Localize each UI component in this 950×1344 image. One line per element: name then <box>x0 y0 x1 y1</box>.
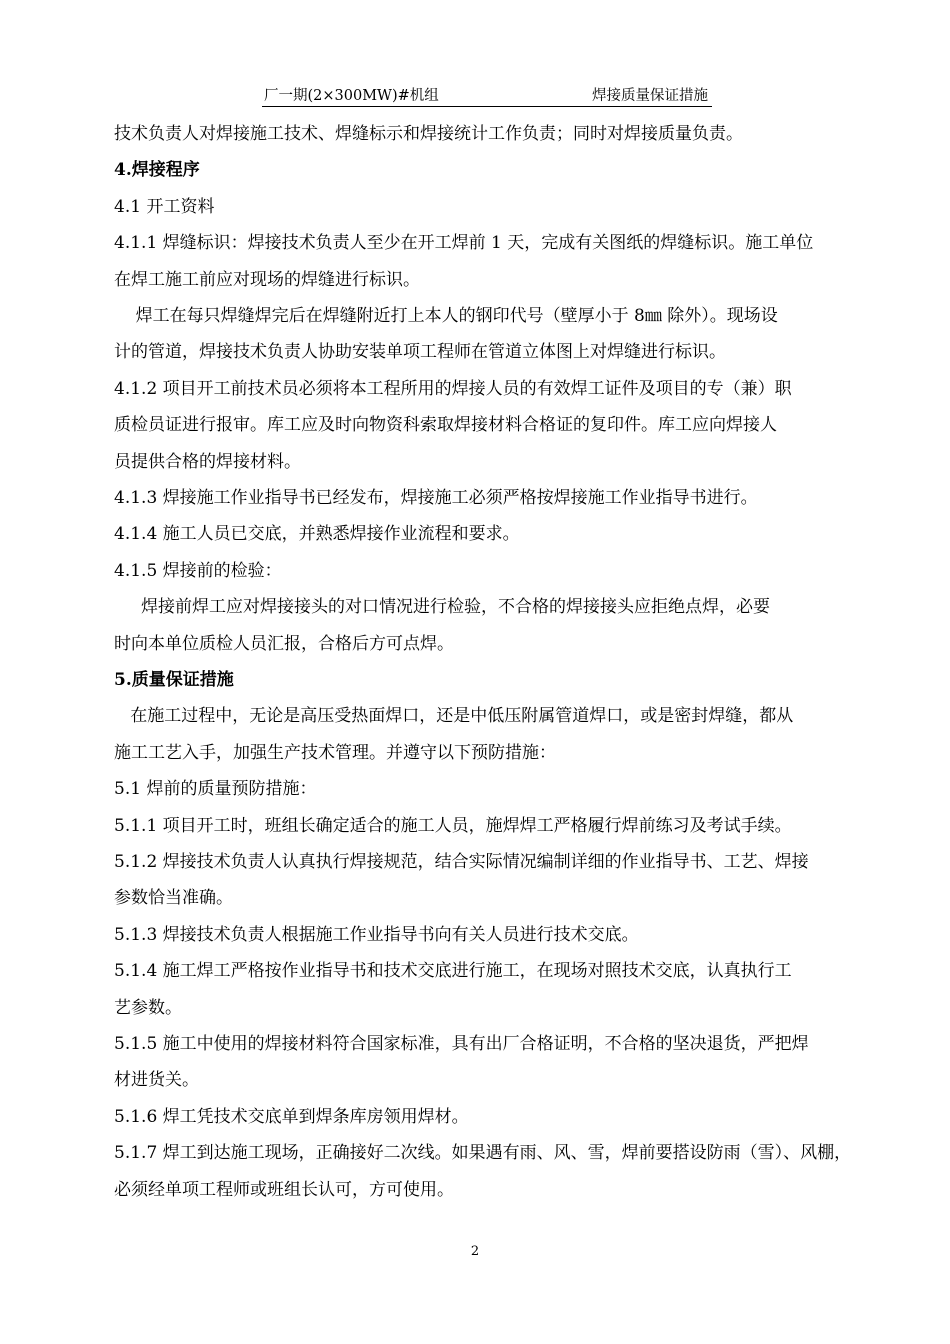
text-line: 4.1.2 项目开工前技术员必须将本工程所用的焊接人员的有效焊工证件及项目的专（兼）职 <box>114 378 792 399</box>
text-line: 5.1.7 焊工到达施工现场，正确接好二次线。如果遇有雨、风、雪，焊前要搭设防雨（雪）、风棚， <box>114 1143 852 1164</box>
text-line: 4.1.5 焊接前的检验： <box>114 560 282 581</box>
header-document-title: 焊接质量保证措施 <box>592 88 708 104</box>
text-line: 5.1.3 焊接技术负责人根据施工作业指导书向有关人员进行技术交底。 <box>114 924 639 945</box>
text-line: 5.1.1 项目开工时，班组长确定适合的施工人员，施焊焊工严格履行焊前练习及考试手续。 <box>114 815 792 836</box>
text-line: 计的管道，焊接技术负责人协助安装单项工程师在管道立体图上对焊缝进行标识。 <box>114 342 726 363</box>
text-line: 技术负责人对焊接施工技术、焊缝标示和焊接统计工作负责；同时对焊接质量负责。 <box>114 124 743 144</box>
text-line: 4.1.1 焊缝标识：焊接技术负责人至少在开工焊前 1 天，完成有关图纸的焊缝标识。施工单位 <box>114 233 814 254</box>
text-line: 施工工艺入手，加强生产技术管理。并遵守以下预防措施： <box>114 742 556 763</box>
text-line: 5.1 焊前的质量预防措施： <box>114 779 317 800</box>
text-line: 材进货关。 <box>114 1070 199 1091</box>
text-line: 5.1.2 焊接技术负责人认真执行焊接规范，结合实际情况编制详细的作业指导书、工艺、焊接 <box>114 852 809 872</box>
section-heading: 4.焊接程序 <box>114 160 200 181</box>
page-header <box>262 84 712 107</box>
text-line: 参数恰当准确。 <box>114 888 233 909</box>
text-line: 员提供合格的焊接材料。 <box>114 451 301 472</box>
text-line: 4.1.4 施工人员已交底，并熟悉焊接作业流程和要求。 <box>114 524 520 545</box>
text-line: 5.1.6 焊工凭技术交底单到焊条库房领用焊材。 <box>114 1106 469 1127</box>
text-line: 艺参数。 <box>114 997 182 1018</box>
section-heading: 5.质量保证措施 <box>114 670 234 690</box>
page-number: 2 <box>470 1244 480 1259</box>
text-line: 4.1 开工资料 <box>114 196 215 217</box>
text-line: 焊接前焊工应对焊接接头的对口情况进行检验，不合格的焊接接头应拒绝点焊，必要 <box>114 597 771 618</box>
text-line: 4.1.3 焊接施工作业指导书已经发布，焊接施工必须严格按焊接施工作业指导书进行。 <box>114 488 758 508</box>
text-line: 在施工过程中，无论是高压受热面焊口，还是中低压附属管道焊口，或是密封焊缝，都从 <box>114 706 794 727</box>
header-project-title: 厂一期(2×300MW)#机组 <box>264 88 439 104</box>
text-line: 焊工在每只焊缝焊完后在焊缝附近打上本人的钢印代号（壁厚小于 8㎜ 除外）。现场设 <box>114 306 778 326</box>
text-line: 质检员证进行报审。库工应及时向物资科索取焊接材料合格证的复印件。库工应向焊接人 <box>114 415 777 436</box>
text-line: 5.1.4 施工焊工严格按作业指导书和技术交底进行施工，在现场对照技术交底，认真执行工 <box>114 961 792 982</box>
text-line: 5.1.5 施工中使用的焊接材料符合国家标准，具有出厂合格证明，不合格的坚决退货，严把焊 <box>114 1034 809 1054</box>
text-line: 必须经单项工程师或班组长认可，方可使用。 <box>114 1179 454 1200</box>
text-line: 在焊工施工前应对现场的焊缝进行标识。 <box>114 269 420 290</box>
text-line: 时向本单位质检人员汇报，合格后方可点焊。 <box>114 633 454 654</box>
